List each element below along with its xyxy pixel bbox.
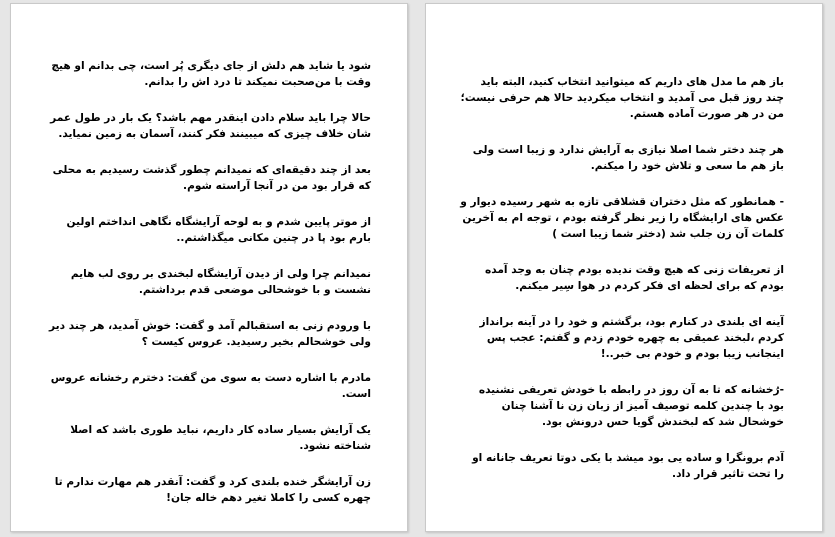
paragraph: شود یا شاید هم دلش از جای دیگری پُر است، چی بدانم او هیچ وقت با من‌صحبت نمیکند تا درد اش را بدانم.	[51, 60, 371, 88]
page-left-text	[47, 58, 371, 526]
paragraph: یک آرایش بسیار ساده کار داریم، نباید طوری باشد که اصلا شناخته نشود.	[70, 424, 371, 452]
paragraph: بعد از چند دقیقه‌ای که نمیدانم چطور گذشت رسیدیم به محلی که قرار بود من در آنجا آراسته شوم.	[52, 164, 371, 192]
paragraph: نمیدانم چرا ولی از دیدن آرایشگاه لبخندی بر روی لب هایم نشست و با خوشحالی موضعی قدم برداشتم.	[70, 268, 371, 296]
paragraph: -رُخشانه که تا به آن روز در رابطه با خودش تعریفی نشنیده بود با چندین کلمه توصیف آمیز از زبان زن نا آشنا چنان خوشحال شد که لبخندش گویا حس درونش بود.	[478, 384, 784, 428]
paragraph: هر چند دختر شما اصلا نیازی به آرایش ندارد و زیبا است ولی باز هم ما سعی و تلاش خود را میکنم.	[472, 144, 784, 172]
paragraph: آدم برونگرا و ساده یی بود میشد با یکی دوتا تعریف جانانه او را تحت تاثیر قرار داد.	[472, 452, 784, 480]
paragraph: حالا چرا باید سلام دادن اینقدر مهم باشد؟ یک بار در طول عمر شان خلاف چیزی که میبینند فکر کنند، آسمان به زمین نمیاید.	[50, 112, 371, 140]
paragraph: با ورودم زنی به استقبالم آمد و گفت: خوش آمدید، هر چند دیر ولی خوشحالم بخیر رسیدید. عروس کیست ؟	[49, 320, 371, 348]
paragraph: - همانطور که مثل دختران قشلاقی تازه به شهر رسیده دیوار و عکس های ارایشگاه را زیر نظر گرفته بودم ، توجه ام به آخرین کلمات آن زن جلب شد (دختر شما زیبا است )	[460, 196, 784, 240]
paragraph: از تعریفات زنی که هیچ وقت ندیده بودم چنان به وجد آمده بودم که برای لحظه ای فکر کردم در هوا سِیر میکنم.	[484, 264, 784, 292]
page-right-text	[460, 74, 784, 502]
paragraph: از موتر پایین شدم و به لوحه آرایشگاه نگاهی انداختم اولین بارم بود پا در چنین مکانی میگذاشتم..	[66, 216, 371, 244]
paragraph: باز هم ما مدل های داریم که میتوانید انتخاب کنید، البته باید چند روز قبل می آمدید و انتخاب میکردید حالا هم حرفی نیست؛ من در هر صورت آماده هستم.	[460, 76, 784, 120]
paragraph: آینه ای بلندی در کنارم بود، برگشتم و خود را در آینه برانداز کردم ،لبخند عمیقی به چهره خودم زدم و گفتم: عجب پس اینجانب زیبا بودم و خودم بی خبر..!	[479, 316, 784, 360]
page-left	[10, 3, 408, 532]
page-right	[425, 3, 823, 532]
paragraph: زن آرایشگر خنده بلندی کرد و گفت: آنقدر هم مهارت ندارم تا چهره کسی را کاملا تغیر دهم خاله جان!	[54, 476, 371, 504]
paragraph: مادرم با اشاره دست به سوی من گفت: دخترم رخشانه عروس است.	[50, 372, 371, 400]
